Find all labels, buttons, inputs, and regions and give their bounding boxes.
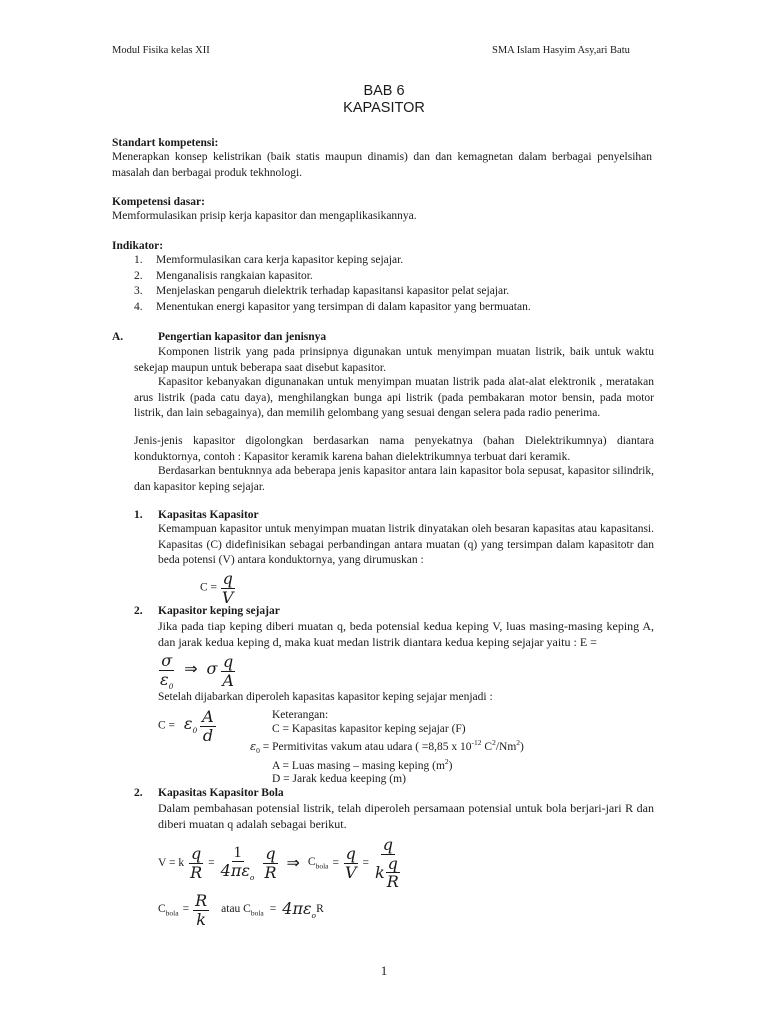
keterangan-eps: $\varepsilon_0$ = Permitivitas vakum atau udara ( =8,85 x $10^{-12}$ $C^2/Nm^2$)	[250, 738, 524, 756]
section-a-p4: Berdasarkan bentuknnya ada beberapa jenis kapasitor antara lain kapasitor bola sepusat, kapasitor silindrik, dan kapasitor keping sejajar.	[134, 465, 654, 493]
sub1-number: 1.	[134, 509, 143, 521]
sub2-heading: Kapasitor keping sejajar	[158, 605, 280, 617]
formula-lhs: C =	[158, 719, 176, 732]
sigma-symbol: σ	[206, 659, 218, 679]
sub3-heading: Kapasitas Kapasitor Bola	[158, 787, 284, 799]
keterangan-c: C = Kapasitas kapasitor keping sejajar (F)	[272, 723, 466, 735]
section-a-p1: Komponen listrik yang pada prinsipnya digunakan untuk menyimpan muatan listrik, baik untuk waktu sekejap maupun untuk beberapa saat disebut kapasitor.	[134, 346, 654, 374]
keterangan-a: A = Luas masing – masing keping $(m^2)$	[272, 757, 453, 772]
fraction: $\frac{q}{V}$	[221, 569, 234, 607]
fraction-q-a: $\frac{q}{A}$	[222, 652, 234, 691]
standar-heading: Standart kompetensi:	[112, 137, 219, 149]
formula-lhs: C =	[200, 581, 218, 594]
implies-symbol: ⇒	[286, 854, 300, 872]
formula-parallel-plate	[158, 708, 216, 744]
section-a-heading: Pengertian kapasitor dan jenisnya	[158, 331, 327, 343]
dasar-text: Memformulasikan prisip kerja kapasitor dan mengaplikasikannya.	[112, 210, 417, 222]
section-a-p2: Kapasitor kebanyakan digunanakan untuk menyimpan muatan listrik pada alat-alat elektronik , meratakan arus listrik (pada catu daya), menghilangkan bunga api listrik (pada pembakaran motor bensin, pada motor listrik, dan lain sebagainya), dan memilih gelombang yang sesuai dengan selera pada radio penerima.	[134, 376, 654, 420]
chapter-title: KAPASITOR	[343, 100, 425, 116]
list-item: 1. Memformulasikan cara kerja kapasitor keping sejajar.	[134, 254, 404, 266]
sub1-heading: Kapasitas Kapasitor	[158, 509, 259, 521]
chapter-number: BAB 6	[363, 83, 405, 99]
formula-sphere-capacitance: $C_{bola}$ = $\frac{R}{k}$ atau $C_{bola}$ = $4\pi\varepsilon_o$ R	[158, 891, 324, 929]
header-right: SMA Islam Hasyim Asy,ari Batu	[492, 45, 630, 56]
keterangan-heading: Keterangan:	[272, 709, 329, 721]
sub2-text: Jika pada tiap keping diberi muatan q, beda potensial kedua keping V, luas masing-masing keping A, dan jarak kedua keping d, maka kuat medan listrik diantara kedua keping sejajar yaitu : E =	[158, 619, 654, 650]
sub3-text: Dalam pembahasan potensial listrik, telah diperoleh persamaan potensial untuk bola berjari-jari R dan diberi muatan q adalah sebagai berikut.	[158, 801, 654, 832]
section-a-p3: Jenis-jenis kapasitor digolongkan berdasarkan nama penyekatnya (bahan Dielektrikumnya) diantara konduktornya, contoh : Kapasitor keramik karena bahan dielektrikumnya terbuat dari keramik.	[134, 435, 654, 463]
indikator-heading: Indikator:	[112, 240, 164, 252]
list-item: 4. Menentukan energi kapasitor yang tersimpan di dalam kapasitor yang bermuatan.	[134, 300, 531, 313]
sub2-number: 2.	[134, 605, 143, 617]
formula-field	[158, 652, 236, 691]
sub1-text: Kemampuan kapasitor untuk menyimpan muatan listrik dinyatakan oleh besaran kapasitas atau kapasitansi. Kapasitas (C) didefinisikan sebagai perbandingan antara muatan (q) yang tersimpan dalam kapasitotr dan beda potensi (V) antara konduktornya, yang dirumuskan :	[158, 523, 654, 567]
formula-capacitance	[200, 570, 235, 606]
fraction-sigma-eps: $\frac{\sigma}{\varepsilon_0}$	[160, 651, 174, 691]
header-left: Modul Fisika kelas XII	[112, 45, 210, 56]
list-item: 2. Menganalisis rangkaian kapasitor.	[134, 269, 313, 282]
indikator-list	[134, 253, 654, 315]
formula-sphere: V = k $\frac{q}{R}$ = $\frac{1}{4\pi\varepsilon_o}$ $\frac{q}{R}$ ⇒ $C_{bola}$ = $\frac{q}{V}$ = q k $\frac{q}{R}$	[158, 835, 399, 892]
implies-symbol: ⇒	[184, 661, 198, 679]
list-item: 3. Menjelaskan pengaruh dielektrik terhadap kapasitansi kapasitor pelat sejajar.	[134, 285, 510, 298]
sub3-number: 2.	[134, 787, 143, 799]
sub2-after: Setelah dijabarkan diperoleh kapasitas kapasitor keping sejajar menjadi :	[158, 691, 493, 703]
page-number: 1	[380, 963, 388, 978]
epsilon-symbol: $\varepsilon_0$	[183, 713, 198, 735]
section-a-label: A.	[112, 331, 124, 343]
dasar-heading: Kompetensi dasar:	[112, 196, 205, 208]
keterangan-d: D = Jarak kedua keeping (m)	[272, 773, 406, 785]
fraction-a-d: $\frac{A}{d}$	[202, 707, 214, 745]
standar-text: Menerapkan konsep kelistrikan (baik statis maupun dinamis) dan dan kemagnetan dalam berbagai penyelsihan masalah dan berbagai produk tekhnologi.	[112, 151, 652, 179]
